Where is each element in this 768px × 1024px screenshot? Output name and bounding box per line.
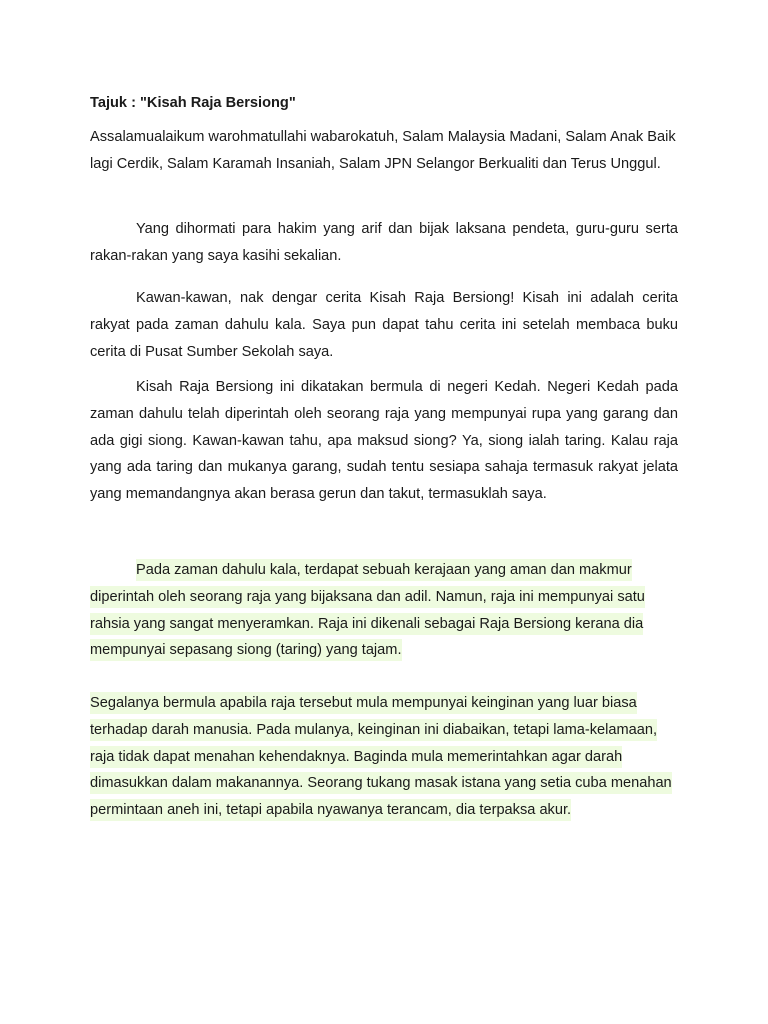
- paragraph-greeting: Assalamualaikum warohmatullahi wabarokatuh, Salam Malaysia Madani, Salam Anak Baik lagi Cerdik, Salam Karamah Insaniah, Salam JPN Selangor Berkualiti dan Terus Unggul.: [90, 129, 676, 172]
- highlighted-text: Pada zaman dahulu kala, terdapat sebuah kerajaan yang aman dan makmur diperintah oleh seorang raja yang bijaksana dan adil. Namun, raja ini mempunyai satu rahsia yang sangat menyeramkan. Raja ini dikenali sebagai Raja Bersiong kerana dia mempunyai sepasang siong (taring) yang tajam.: [90, 559, 645, 661]
- paragraph-salutation: Yang dihormati para hakim yang arif dan bijak laksana pendeta, guru-guru serta rakan-rakan yang saya kasihi sekalian.: [90, 221, 678, 264]
- paragraph-kedah: Kisah Raja Bersiong ini dikatakan bermula di negeri Kedah. Negeri Kedah pada zaman dahulu telah diperintah oleh seorang raja yang mempunyai rupa yang garang dan ada gigi siong. Kawan-kawan tahu, apa maksud siong? Ya, siong ialah taring. Kalau raja yang ada taring dan mukanya garang, sudah tentu sesiapa sahaja termasuk rakyat jelata yang memandangnya akan berasa gerun dan takut, termasuklah saya.: [90, 379, 678, 503]
- highlighted-text: Segalanya bermula apabila raja tersebut mula mempunyai keinginan yang luar biasa terhadap darah manusia. Pada mulanya, keinginan ini diabaikan, tetapi lama-kelamaan, raja tidak dapat menahan kehendaknya. Baginda mula memerintahkan agar darah dimasukkan dalam makanannya. Seorang tukang masak istana yang setia cuba menahan permintaan aneh ini, tetapi apabila nyawanya terancam, dia terpaksa akur.: [90, 692, 672, 821]
- paragraph-highlighted-beginning: [90, 690, 678, 824]
- document-title: Tajuk : "Kisah Raja Bersiong": [90, 95, 296, 111]
- paragraph-highlighted-story: [90, 557, 678, 664]
- paragraph-intro: Kawan-kawan, nak dengar cerita Kisah Raja Bersiong! Kisah ini adalah cerita rakyat pada zaman dahulu kala. Saya pun dapat tahu cerita ini setelah membaca buku cerita di Pusat Sumber Sekolah saya.: [90, 290, 678, 360]
